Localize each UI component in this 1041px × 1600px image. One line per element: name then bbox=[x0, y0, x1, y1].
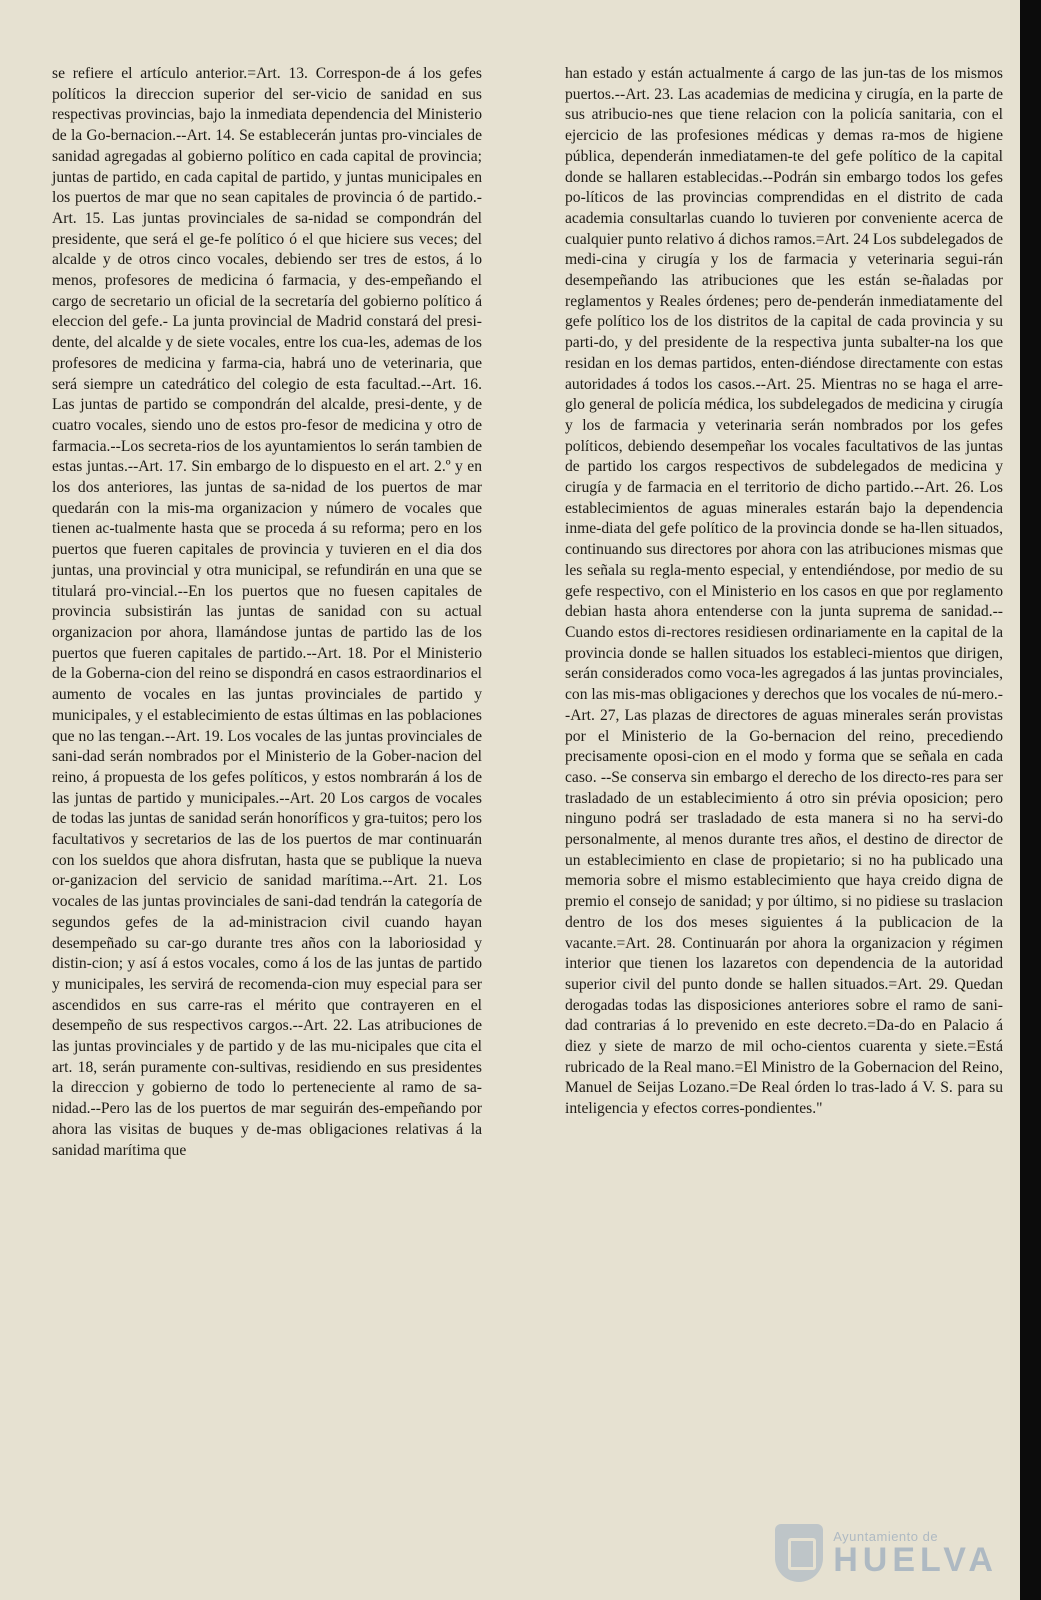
watermark-stamp bbox=[775, 1524, 998, 1582]
right-column-text: han estado y están actualmente á cargo de las jun-tas de los mismos puertos.--Art. 23. Las academias de medicina y cirugía, en la parte de sus atribucio-nes que tiene relacion con la policía sanitaria, con el ejercicio de las profesiones médicas y demas ra-mos de higiene pública, dependerán inmediatamen-te del gefe político de la capital donde se hallaren establecidas.--Podrán sin embargo todos los gefes po-líticos de las provincias comprendidas en el distrito de cada academia consultarlas cuando lo tuvieren por conveniente acerca de cualquier punto relativo á dichos ramos.=Art. 24 Los subdelegados de medi-cina y cirugía y los de farmacia y veterinaria segui-rán desempeñando las atribuciones que les están se-ñaladas por reglamentos y Reales órdenes; pero de-penderán inmediatamente del gefe político los de los distritos de la capital de cada provincia y su parti-do, y del presidente de la respectiva junta subalter-na los que residan en los demas partidos, enten-diéndose directamente con estas autoridades á todos los casos.--Art. 25. Mientras no se haga el arre-glo general de policía médica, los subdelegados de medicina y cirugía y los de farmacia y veterinaria serán nombrados por los gefes políticos, debiendo desempeñar los vocales facultativos de las juntas de partido los cargos respectivos de subdelegados de medicina y cirugía y de farmacia en el territorio de dicho partido.--Art. 26. Los establecimientos de aguas minerales estarán bajo la dependencia inme-diata del gefe político de la provincia donde se ha-llen situados, continuando sus directores por ahora con las atribuciones mismas que les señala su regla-mento especial, y entendiéndose, por medio de su gefe respectivo, con el Ministerio en los casos en que por reglamento debian hasta ahora entenderse con la junta suprema de sanidad.--Cuando estos di-rectores residiesen ordinariamente en la capital de la provincia donde se hallen situados los estableci-mientos que dirigen, serán considerados como voca-les agregados á las juntas provinciales, con las mis-mas obligaciones y derechos que los vocales de nú-mero.--Art. 27, Las plazas de directores de aguas minerales serán provistas por el Ministerio de la Go-bernacion del reino, precediendo precisamente oposi-cion en el modo y forma que se señala en cada caso. --Se conserva sin embargo el derecho de los directo-res para ser trasladado de un establecimiento á otro sin prévia oposicion; pero ninguno podrá ser trasladado de esta manera si no ha servi-do personalmente, al menos durante tres años, el destino de director de un establecimiento en clase de propietario; si no ha publicado una memoria sobre el mismo establecimiento que haya creido digna de premio el consejo de sanidad; y por último, si no pidiese su traslacion dentro de los dos meses siguientes á la publicacion de la vacante.=Art. 28. Continuarán por ahora la organizacion y régimen interior que tienen los lazaretos con dependencia de la autoridad superior civil del punto donde se hallen situados.=Art. 29. Quedan derogadas todas las disposiciones anteriores sobre el ramo de sani-dad contrarias á lo prevenido en este decreto.=Da-do en Palacio á diez y siete de marzo de mil ocho-cientos cuarenta y siete.=Está rubricado de la Real mano.=El Ministro de la Gobernacion del Reino, Manuel de Seijas Lozano.=De Real órden lo tras-lado á V. S. para su inteligencia y efectos corres-pondientes." bbox=[565, 65, 1003, 1118]
left-column-text: se refiere el artículo anterior.=Art. 13. Correspon-de á los gefes políticos la direccion superior del ser-vicio de sanidad en sus respectivas provincias, bajo la inmediata dependencia del Ministerio de la Go-bernacion.--Art. 14. Se establecerán juntas pro-vinciales de sanidad agregadas al gobierno político en cada capital de provincia; juntas de partido, en cada capital de partido, y juntas municipales en los puertos de mar que no sean capitales de provincia ó de partido.- Art. 15. Las juntas provinciales de sa-nidad se compondrán del presidente, que será el ge-fe político ó el que hiciere sus veces; del alcalde y de otros cinco vocales, debiendo ser tres de estos, á lo menos, profesores de medicina ó farmacia, y des-empeñando el cargo de secretario un oficial de la secretaría del gobierno político á eleccion del gefe.- La junta provincial de Madrid constará del presi-dente, del alcalde y de siete vocales, entre los cua-les, ademas de los profesores de medicina y farma-cia, habrá uno de veterinaria, que será siempre un catedrático del colegio de esta facultad.--Art. 16. Las juntas de partido se compondrán del alcalde, presi-dente, y de cuatro vocales, siendo uno de estos pro-fesor de medicina y otro de farmacia.--Los secreta-rios de los ayuntamientos lo serán tambien de estas juntas.--Art. 17. Sin embargo de lo dispuesto en el art. 2.º y en los dos anteriores, las juntas de sa-nidad de los puertos de mar quedarán con la mis-ma organizacion y número de vocales que tienen ac-tualmente hasta que se proceda á su reforma; pero en los puertos que fueren capitales de provincia y tuvieren en el dia dos juntas, una provincial y otra municipal, se refundirán en una que se titulará pro-vincial.--En los puertos que no fuesen capitales de provincia subsistirán las juntas de sanidad con su actual organizacion por ahora, llamándose juntas de partido las de los puertos que fueren capitales de partido.--Art. 18. Por el Ministerio de la Goberna-cion del reino se dispondrá en casos estraordinarios el aumento de vocales en las juntas provinciales de partido y municipales, y el establecimiento de estas últimas en las poblaciones que no las tengan.--Art. 19. Los vocales de las juntas provinciales de sani-dad serán nombrados por el Ministerio de la Gober-nacion del reino, á propuesta de los gefes políticos, y estos nombrarán á los de las juntas de partido y municipales.--Art. 20 Los cargos de vocales de todas las juntas de sanidad serán honoríficos y gra-tuitos; pero los facultativos y secretarios de las de los puertos de mar continuarán con los sueldos que ahora disfrutan, hasta que se publique la nueva or-ganizacion del servicio de sanidad marítima.--Art. 21. Los vocales de las juntas provinciales de sani-dad tendrán la categoría de segundos gefes de la ad-ministracion civil cuando hayan desempeñado su car-go durante tres años con la laboriosidad y distin-cion; y así á estos vocales, como á los de las juntas de partido y municipales, les servirá de recomenda-cion muy especial para ser ascendidos en sus carre-ras el mérito que contrayeren en el desempeño de sus respectivos cargos.--Art. 22. Las atribuciones de las juntas provinciales y de partido y de las mu-nicipales que cita el art. 18, serán puramente con-sultivas, residiendo en sus presidentes la direccion y gobierno de todo lo perteneciente al ramo de sa-nidad.--Pero las de los puertos de mar seguirán des-empeñando por ahora las visitas de buques y de-mas obligaciones relativas á la sanidad marítima que bbox=[52, 65, 482, 1159]
watermark-name: HUELVA bbox=[833, 1540, 998, 1579]
left-column bbox=[52, 64, 482, 1161]
right-column bbox=[565, 64, 1003, 1120]
watermark-text bbox=[833, 1530, 998, 1577]
scan-edge bbox=[1020, 0, 1041, 1600]
watermark-top-text: Ayuntamiento de bbox=[833, 1528, 939, 1544]
coat-of-arms-icon bbox=[775, 1524, 823, 1582]
